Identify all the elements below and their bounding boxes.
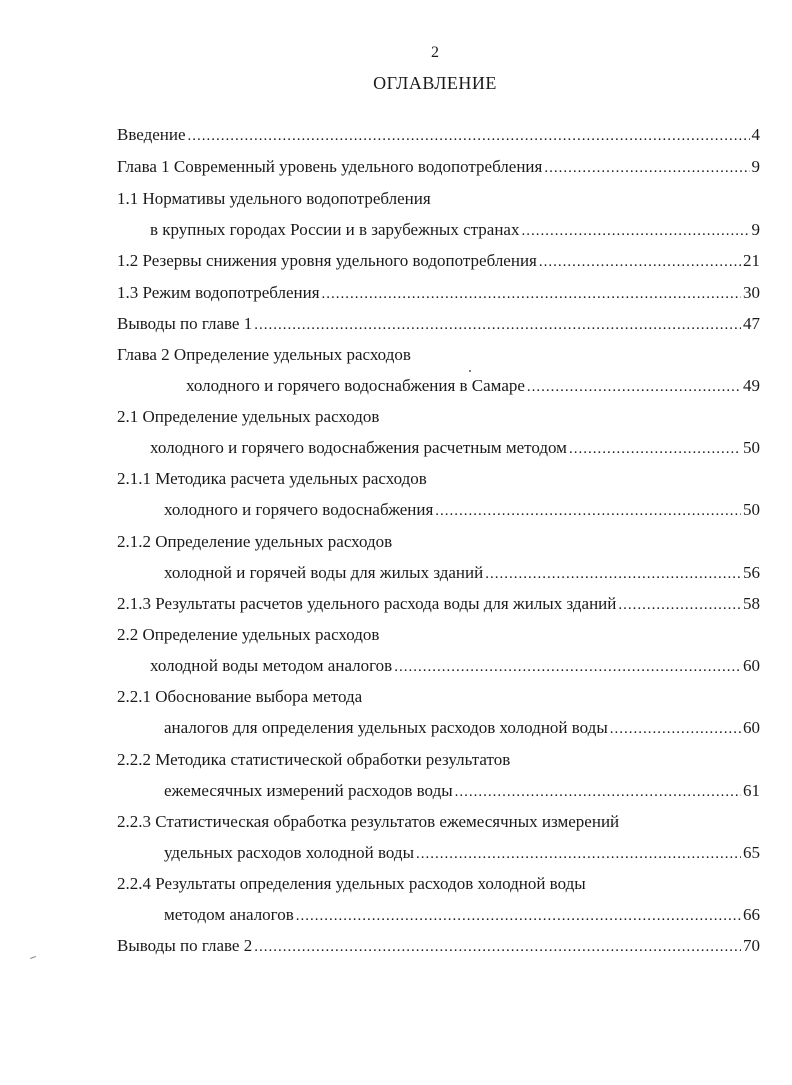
toc-entry-2-2 (117, 624, 760, 646)
toc-entry-2-1-1 (117, 468, 760, 490)
toc-leader (539, 250, 741, 273)
toc-entry-text: 2.2.3 Статистическая обработка результатов ежемесячных измерений (117, 812, 620, 831)
toc-entry-conclusions-2 (117, 935, 760, 957)
toc-entry-text: холодной воды методом аналогов (150, 656, 393, 675)
toc-entry-2-2-4 (117, 873, 760, 895)
toc-entry-page: 60 (743, 656, 760, 675)
toc-entry-2-2-cont (150, 655, 760, 677)
toc-leader (254, 935, 741, 958)
toc-entry-text: Выводы по главе 2 (117, 936, 253, 955)
toc-entry-text: холодного и горячего водоснабжения в Самаре (186, 376, 525, 395)
toc-leader (610, 717, 741, 740)
toc-entry-1-2 (117, 250, 760, 272)
toc-entry-text: 1.3 Режим водопотребления (117, 283, 320, 302)
toc-entry-page: 56 (743, 563, 760, 582)
toc-entry-conclusions-1 (117, 313, 760, 335)
toc-entry-page: 9 (751, 157, 760, 176)
toc-leader (188, 124, 750, 147)
toc-entry-page: 21 (743, 251, 760, 270)
toc-entry-text: методом аналогов (164, 905, 294, 924)
toc-entry-text: Введение (117, 125, 186, 144)
toc-leader (394, 655, 741, 678)
toc-entry-text: 2.1.3 Результаты расчетов удельного расхода воды для жилых зданий (117, 594, 617, 613)
toc-entry-page: 9 (751, 220, 760, 239)
toc-entry-text: 2.1.2 Определение удельных расходов (117, 532, 393, 551)
toc-leader (569, 437, 741, 460)
toc-entry-2-2-2 (117, 749, 760, 771)
toc-entry-text: в крупных городах России и в зарубежных странах (150, 220, 520, 239)
toc-entry-text: Глава 2 Определение удельных расходов (117, 345, 411, 364)
toc-entry-text: холодной и горячей воды для жилых зданий (164, 563, 484, 582)
toc-entry-2-1-3 (117, 593, 760, 615)
toc-entry-text: 1.2 Резервы снижения уровня удельного водопотребления (117, 251, 537, 270)
toc-entry-2-1-cont (150, 437, 760, 459)
toc-entry-2-2-1 (117, 686, 760, 708)
toc-entry-2-1-2-cont (164, 562, 760, 584)
toc-title: ОГЛАВЛЕНИЕ (373, 73, 497, 93)
toc-entry-page: 65 (743, 843, 760, 862)
toc-entry-text: 2.1.1 Методика расчета удельных расходов (117, 469, 427, 488)
toc-entry-page: 70 (743, 936, 760, 955)
toc-leader (416, 842, 741, 865)
toc-entry-page: 49 (743, 376, 760, 395)
toc-entry-page: 4 (751, 125, 760, 144)
toc-leader (527, 375, 741, 398)
toc-entry-2-1-2 (117, 531, 760, 553)
toc-entry-text: 1.1 Нормативы удельного водопотребления (117, 189, 431, 208)
toc-leader (455, 780, 741, 803)
toc-entry-2-2-3 (117, 811, 760, 833)
toc-leader (296, 904, 741, 927)
toc-entry-text: ежемесячных измерений расходов воды (164, 781, 453, 800)
toc-entry-text: 2.2 Определение удельных расходов (117, 625, 380, 644)
toc-entry-text: Выводы по главе 1 (117, 314, 253, 333)
toc-entry-text: 2.1 Определение удельных расходов (117, 407, 380, 426)
toc-entry-chapter-1 (117, 156, 760, 178)
toc-entry-text: холодного и горячего водоснабжения (164, 500, 434, 519)
toc-entry-2-2-2-cont (164, 780, 760, 802)
toc-entry-text: удельных расходов холодной воды (164, 843, 414, 862)
toc-entry-introduction (117, 124, 760, 146)
toc-entry-text: 2.2.4 Результаты определения удельных расходов холодной воды (117, 874, 586, 893)
toc-entry-chapter-2-cont (186, 375, 760, 397)
toc-entry-chapter-2 (117, 344, 760, 366)
toc-entry-2-2-1-cont (164, 717, 760, 739)
toc-entry-text: Глава 1 Современный уровень удельного водопотребления (117, 157, 543, 176)
toc-entry-page: 30 (743, 283, 760, 302)
toc-entry-1-3 (117, 282, 760, 304)
toc-entry-2-2-4-cont (164, 904, 760, 926)
toc-entry-page: 50 (743, 500, 760, 519)
toc-entry-2-1-1-cont (164, 499, 760, 521)
toc-entry-1-1-cont (150, 219, 760, 241)
toc-leader (521, 219, 749, 242)
toc-leader (618, 593, 741, 616)
toc-leader (485, 562, 741, 585)
toc-entry-page: 50 (743, 438, 760, 457)
toc-entry-1-1 (117, 188, 760, 210)
toc-entry-page: 66 (743, 905, 760, 924)
toc-entry-page: 47 (743, 314, 760, 333)
toc-leader (435, 499, 741, 522)
toc-entry-text: холодного и горячего водоснабжения расчетным методом (150, 438, 567, 457)
toc-entry-page: 60 (743, 718, 760, 737)
toc-entry-page: 61 (743, 781, 760, 800)
toc-entry-text: аналогов для определения удельных расходов холодной воды (164, 718, 608, 737)
scan-dot (469, 370, 471, 372)
page-number: 2 (431, 44, 439, 61)
toc-leader (544, 156, 749, 179)
toc-entry-text: 2.2.1 Обоснование выбора метода (117, 687, 363, 706)
toc-entry-page: 58 (743, 594, 760, 613)
toc-leader (322, 282, 741, 305)
toc-entry-text: 2.2.2 Методика статистической обработки результатов (117, 750, 511, 769)
toc-entry-2-1 (117, 406, 760, 428)
toc-leader (254, 313, 741, 336)
toc-entry-2-2-3-cont (164, 842, 760, 864)
